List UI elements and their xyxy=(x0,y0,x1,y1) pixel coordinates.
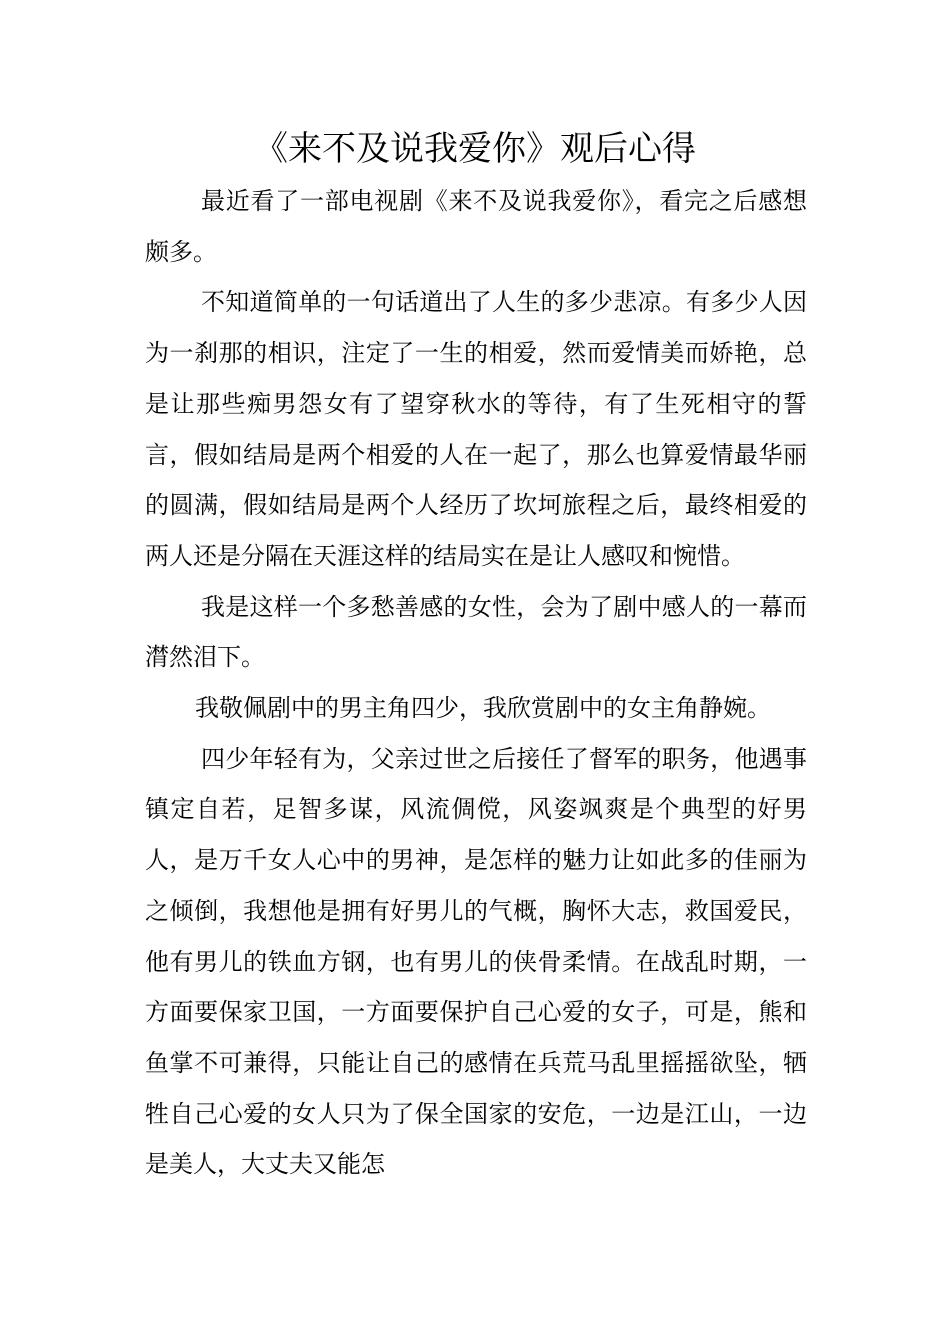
paragraph: 不知道简单的一句话道出了人生的多少悲凉。有多少人因为一刹那的相识，注定了一生的相爱，然而爱情美而娇艳，总是让那些痴男怨女有了望穿秋水的等待，有了生死相守的誓言，假如结局是两个相爱的人在一起了，那么也算爱情最华丽的圆满，假如结局是两个人经历了坎坷旅程之后，最终相爱的两人还是分隔在天涯这样的结局实在是让人感叹和惋惜。 xyxy=(145,288,807,570)
paragraph: 我是这样一个多愁善感的女性，会为了剧中感人的一幕而潸然泪下。 xyxy=(145,592,807,672)
paragraph: 我敬佩剧中的男主角四少，我欣赏剧中的女主角静婉。 xyxy=(195,694,771,723)
paragraph: 最近看了一部电视剧《来不及说我爱你》，看完之后感想颇多。 xyxy=(145,187,807,266)
document-title: 《来不及说我爱你》观后心得 xyxy=(254,129,696,169)
paragraph: 四少年轻有为，父亲过世之后接任了督军的职务，他遇事镇定自若，足智多谋，风流倜傥，风姿飒爽是个典型的好男人，是万千女人心中的男神，是怎样的魅力让如此多的佳丽为之倾倒，我想他是拥有好男儿的气概，胸怀大志，救国爱民，他有男儿的铁血方钢，也有男儿的侠骨柔情。在战乱时期，一方面要保家卫国，一方面要保护自己心爱的女子，可是，熊和鱼掌不可兼得，只能让自己的感情在兵荒马乱里摇摇欲坠，牺牲自己心爱的女人只为了保全国家的安危，一边是江山，一边是美人，大丈夫又能怎 xyxy=(145,744,807,1179)
document-body xyxy=(145,176,807,1190)
